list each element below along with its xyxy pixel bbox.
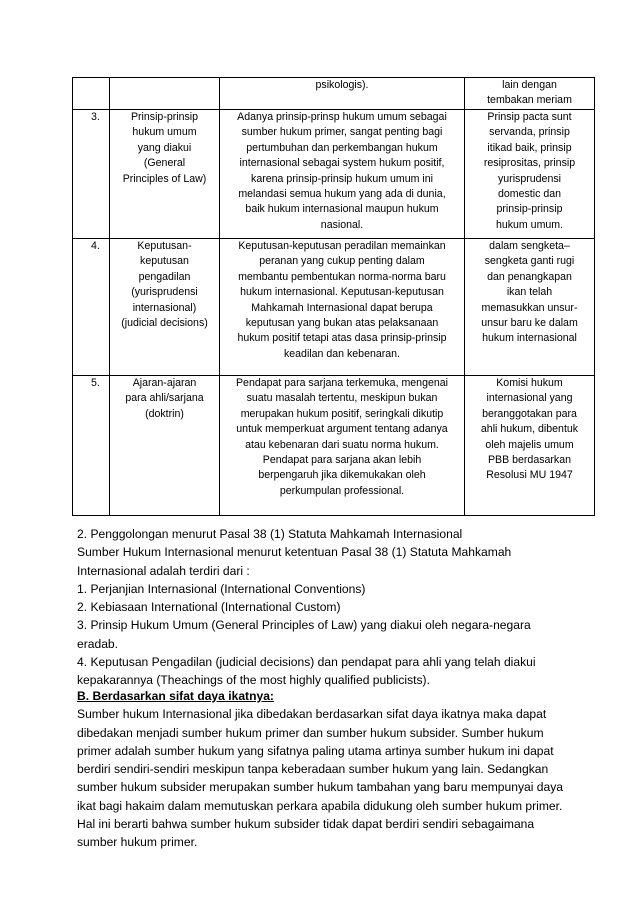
list-item: eradab. [77,636,119,651]
example-cell: Prinsip pacta sunt servanda, prinsip itikad baik, prinsip resiprositas, prinsip yurisprudensi domestic dan prinsip-prinsip hukum umum. [465,110,595,239]
paragraph-line: Hal ini berarti bahwa sumber hukum subsider tidak dapat berdiri sendiri sebagaimana [77,817,535,832]
source-name-cell [110,78,220,110]
pasal-38-section [77,525,597,690]
table-row [73,239,595,376]
table-row [73,78,595,110]
row-number-cell [73,78,110,110]
example-cell: dalam sengketa– sengketa ganti rugi dan penangkapan ikan telah memasukkan unsur- unsur baru ke dalam hukum internasional [465,239,595,376]
paragraph-line: Sumber hukum Internasional jika dibedakan berdasarkan sifat daya ikatnya maka dapat [77,707,547,722]
paragraph-line: berdiri sendiri-sendiri meskipun tanpa keberadaan sumber hukum yang lain. Sedangkan [77,762,549,777]
paragraph-line: sumber hukum subsider merupakan sumber hukum tambahan yang baru mempunyai daya [77,780,564,795]
paragraph-line: Sumber Hukum Internasional menurut ketentuan Pasal 38 (1) Statuta Mahkamah [77,545,512,560]
description-cell: Keputusan-keputusan peradilan memainkan peranan yang cukup penting dalam membantu pembentukan norma-norma baru hukum internasional. Keputusan-keputusan Mahkamah Internasional dapat berupa keputusan yang bukan atas pelaksanaan hukum positif tetapi atas dasa prinsip-prinsip keadilan dan kebenaran. [220,239,465,376]
paragraph-line: sumber hukum primer. [77,835,198,850]
paragraph-line: primer adalah sumber hukum yang sifatnya paling utama artinya sumber hukum ini dapat [77,743,554,758]
source-name-cell: Prinsip-prinsip hukum umum yang diakui (General Principles of Law) [110,110,220,239]
section-heading: B. Berdasarkan sifat daya ikatnya: [77,689,274,703]
description-cell: Pendapat para sarjana terkemuka, mengenai suatu masalah tertentu, meskipun bukan merupakan hukum positif, seringkali dikutip untuk memperkuat argument tentang adanya atau kebenaran dari suatu norma hukum. Pendapat para sarjana akan lebih berpengaruh jika dikemukakan oleh perkumpulan professional. [220,376,465,516]
binding-power-section [77,687,597,852]
table-row [73,376,595,516]
description-cell: psikologis). [220,78,465,110]
table-row [73,110,595,239]
list-item: 2. Kebiasaan International (International Custom) [77,600,341,615]
row-number-cell: 4. [73,239,110,376]
list-item: 3. Prinsip Hukum Umum (General Principles of Law) yang diakui oleh negara-negara [77,618,531,633]
source-name-cell: Keputusan- keputusan pengadilan (yurisprudensi internasional) (judicial decisions) [110,239,220,376]
list-item: 4. Keputusan Pengadilan (judicial decisions) dan pendapat para ahli yang telah diakui [77,655,536,670]
paragraph-line: ikat bagi hakaim dalam memutuskan perkara apabila didukung oleh sumber hukum primer. [77,798,563,813]
example-cell: Komisi hukum internasional yang beranggotakan para ahli hukum, dibentuk oleh majelis umum PBB berdasarkan Resolusi MU 1947 [465,376,595,516]
paragraph-line: Internasional adalah terdiri dari : [77,563,250,578]
paragraph-line: dibedakan menjadi sumber hukum primer dan sumber hukum subsider. Sumber hukum [77,725,544,740]
list-item: kepakarannya (Theachings of the most highly qualified publicists). [77,673,430,688]
row-number-cell: 3. [73,110,110,239]
description-cell: Adanya prinsip-prinsp hukum umum sebagai sumber hukum primer, sangat penting bagi pertumbuhan dan perkembangan hukum internasional sebagai system hukum positif, karena prinsip-prinsip hukum umum ini melandasi semua hukum yang ada di dunia, baik hukum internasional maupun hukum nasional. [220,110,465,239]
legal-sources-table [72,77,595,516]
example-cell: lain dengan tembakan meriam [465,78,595,110]
list-item: 1. Perjanjian Internasional (International Conventions) [77,581,366,596]
row-number-cell: 5. [73,376,110,516]
paragraph-line: 2. Penggolongan menurut Pasal 38 (1) Statuta Mahkamah Internasional [77,527,463,541]
source-name-cell: Ajaran-ajaran para ahli/sarjana (doktrin) [110,376,220,516]
